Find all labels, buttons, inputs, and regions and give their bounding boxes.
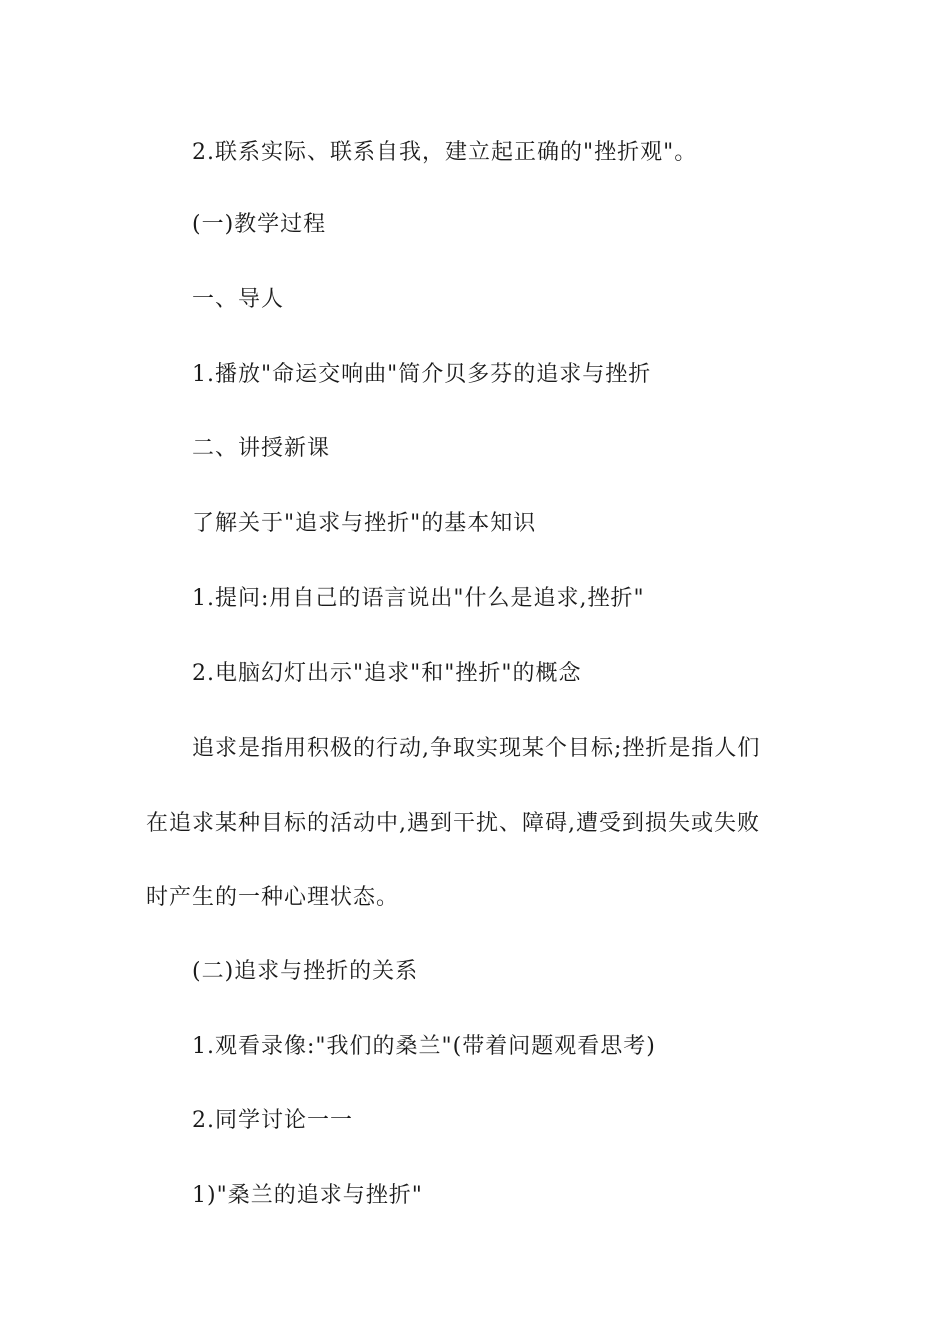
text-line: 2.联系实际、联系自我，建立起正确的"挫折观"。: [192, 140, 698, 165]
text-line: 2.同学讨论一一: [192, 1108, 353, 1133]
section-heading: 二、讲授新课: [192, 436, 331, 461]
text-line: 1.观看录像:"我们的桑兰"(带着问题观看思考): [192, 1034, 656, 1059]
text-line: 1)"桑兰的追求与挫折": [192, 1183, 423, 1208]
text-line: 1.播放"命运交响曲"简介贝多芬的追求与挫折: [192, 362, 652, 387]
text-line: 1.提问:用自己的语言说出"什么是追求,挫折": [192, 586, 645, 611]
section-heading: (二)追求与挫折的关系: [192, 959, 419, 984]
section-heading: 一、导人: [192, 287, 285, 312]
paragraph-line: 时产生的一种心理状态。: [146, 885, 400, 910]
paragraph-line: 追求是指用积极的行动,争取实现某个目标;挫折是指人们: [192, 736, 761, 761]
text-line: 了解关于"追求与挫折"的基本知识: [192, 511, 537, 536]
paragraph-line: 在追求某种目标的活动中,遇到干扰、障碍,遭受到损失或失败: [146, 811, 760, 836]
text-line: 2.电脑幻灯出示"追求"和"挫折"的概念: [192, 661, 582, 686]
section-heading: (一)教学过程: [192, 212, 327, 237]
